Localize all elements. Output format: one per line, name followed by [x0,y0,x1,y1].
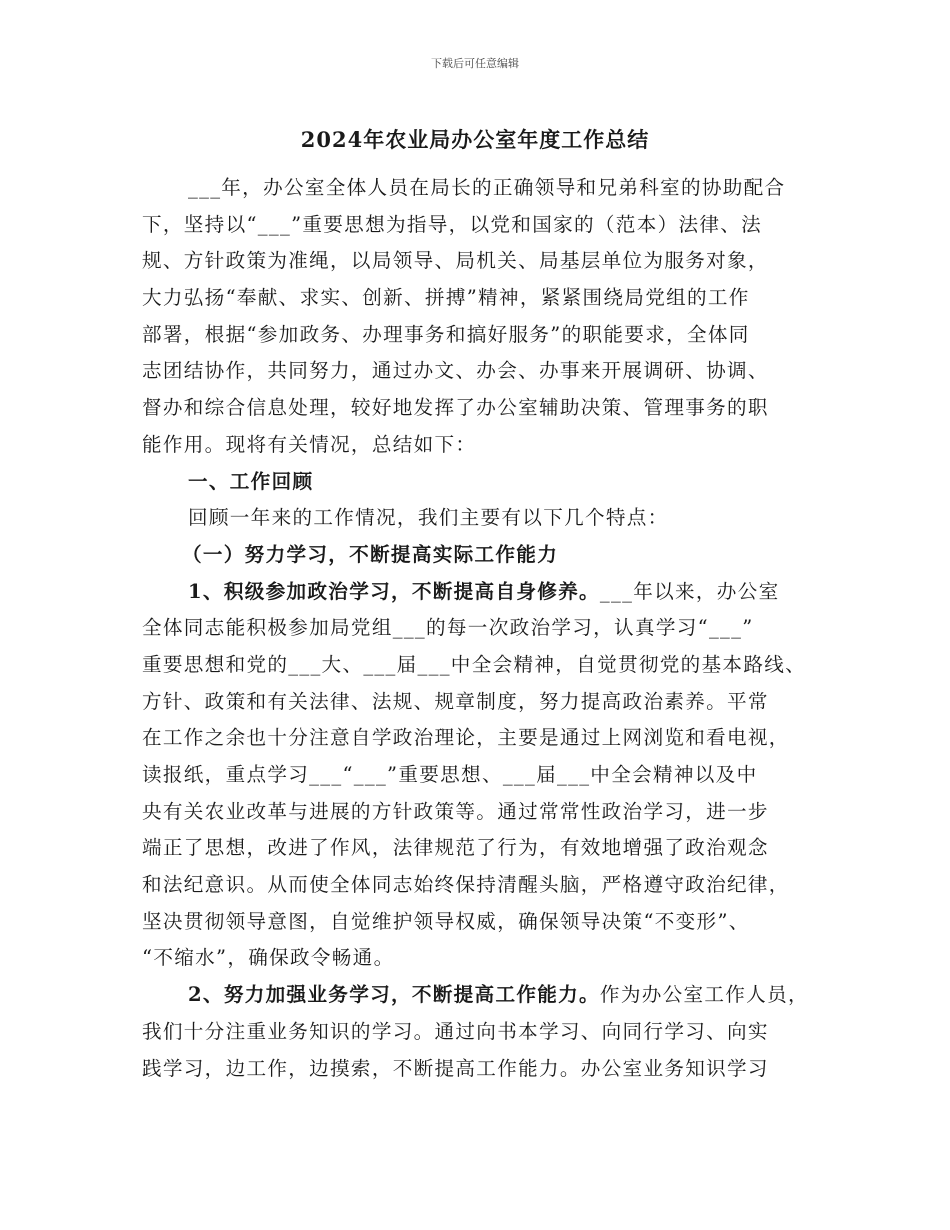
body-line: 志团结协作，共同努力，通过办文、办会、办事来开展调研、协调、 [142,359,769,383]
body-line: 央有关农业改革与进展的方针政策等。通过常常性政治学习，进一步 [142,799,769,823]
document-title: 2024年农业局办公室年度工作总结 [300,127,650,152]
body-line: 和法纪意识。从而使全体同志始终保持清醒头脑，严格遵守政治纪律， [142,873,790,897]
document-body [142,170,812,1087]
body-line: 坚决贯彻领导意图，自觉维护领导权威，确保领导决策“不变形”、 [142,909,750,933]
body-line: ___年，办公室全体人员在局长的正确领导和兄弟科室的协助配合 [188,176,786,199]
body-line: 部署，根据“参加政务、办理事务和搞好服务”的职能要求，全体同 [142,322,750,346]
body-line: 践学习，边工作，边摸索，不断提高工作能力。办公室业务知识学习 [142,1056,769,1080]
header-note: 下载后可任意编辑 [431,57,519,70]
paragraph-2-rest: 作为办公室工作人员， [599,983,809,1007]
paragraph-2-first-line [142,977,812,1014]
body-line: 读报纸，重点学习___“___”重要思想、___届___中全会精神以及中 [142,763,758,786]
paragraph-1-first-line [142,574,812,611]
section-heading: 一、工作回顾 [188,469,314,493]
body-line: 重要思想和党的___大、___届___中全会精神，自觉贯彻党的基本路线、 [142,652,807,676]
paragraph-1-rest: ___年以来，办公室 [599,579,780,603]
body-line: 全体同志能积极参加局党组___的每一次政治学习，认真学习“___” [142,616,754,640]
body-line: “不缩水”，确保政令畅通。 [142,946,395,970]
body-line: 端正了思想，改进了作风，法律规范了行为，有效地增强了政治观念 [142,836,769,860]
body-line: 方针、政策和有关法律、法规、规章制度，努力提高政治素养。平常 [142,689,769,713]
body-line: 下，坚持以“___”重要思想为指导，以党和国家的（范本）法律、法 [142,212,763,236]
body-line: 大力弘扬“奉献、求实、创新、拼搏”精神，紧紧围绕局党组的工作 [142,286,750,310]
paragraph-1-lead: 1、积级参加政治学习，不断提高自身修养。 [188,579,600,603]
body-line: 能作用。现将有关情况，总结如下： [142,432,477,456]
body-line: 回顾一年来的工作情况，我们主要有以下几个特点： [188,506,669,530]
subsection-heading: （一）努力学习，不断提高实际工作能力 [182,542,559,566]
paragraph-2-lead: 2、努力加强业务学习，不断提高工作能力。 [188,983,600,1007]
body-line: 我们十分注重业务知识的学习。通过向书本学习、向同行学习、向实 [142,1019,769,1043]
body-line: 督办和综合信息处理，较好地发挥了办公室辅助决策、管理事务的职 [142,396,769,420]
body-line: 规、方针政策为准绳，以局领导、局机关、局基层单位为服务对象， [142,249,769,273]
body-line: 在工作之余也十分注意自学政治理论，主要是通过上网浏览和看电视， [142,726,790,750]
